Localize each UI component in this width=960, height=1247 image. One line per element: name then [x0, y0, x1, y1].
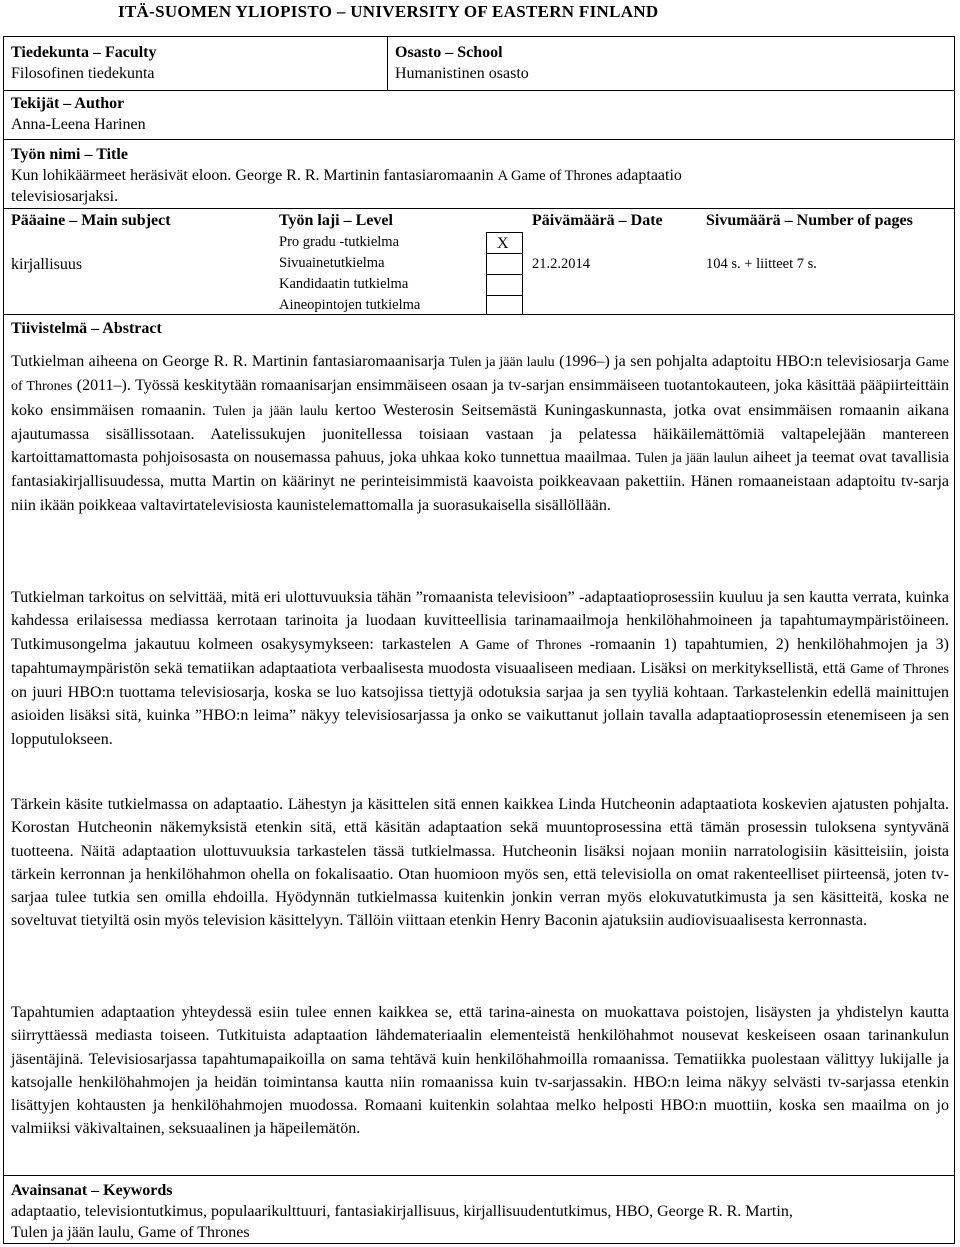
level-option-aineopinnot: Aineopintojen tutkielma [279, 297, 421, 313]
emphasized-title: A Game of Thrones [459, 637, 582, 653]
university-header: ITÄ-SUOMEN YLIOPISTO – UNIVERSITY OF EASTERN FINLAND [118, 2, 659, 21]
faculty-value: Filosofinen tiedekunta [11, 65, 155, 82]
abstract-label: Tiivistelmä – Abstract [11, 320, 162, 337]
abstract-paragraph-3: Tärkein käsite tutkielmassa on adaptaatio. Lähestyn ja käsittelen sitä ennen kaikkea Linda Hutcheonin adaptaatiota koskevien ajatusten pohjalta. Korostan Hutcheonin näkemyksistä etenkin sitä, että käsitän adaptaation sekä muuntoprosessina että tämän prosessin tuloksena syntyvänä tuotteena. Näitä adaptaation ulottuvuuksia tarkastelen tässä tutkielmassa. Hutcheonin lisäksi nojaan moniin narratologisiin käsitteisiin, joista tärkein kerronnan ja henkilöhahmon ohella on fokalisaatio. Otan huomioon myös sen, että televisiolla on omat rakenteelliset piirteensä, joten tv-sarjaa tulee tutkia sen omilla ehdoilla. Hyödynnän tutkielmassa kuitenkin jonkin verran myös elokuvatutkimusta ja sen käsitteitä, koska ne soveltuvat tietyiltä osin myös television käsittelyyn. Tällöin viittaan etenkin Henry Baconin ajatuksiin audiovisuaalisesta kerronnasta. [11, 796, 949, 930]
checkbox-mark: X [497, 235, 509, 252]
date-label: Päivämäärä – Date [532, 212, 663, 229]
abstract-paragraph-1 [11, 350, 949, 517]
title-emphasis: A Game of Thrones [497, 168, 613, 184]
divider [3, 1175, 955, 1176]
divider [3, 208, 955, 209]
title-tail: adaptaatio [616, 167, 682, 184]
emphasized-title: Tulen ja jään laulun [635, 451, 749, 467]
emphasized-title: Game of Thrones [850, 661, 949, 677]
paragraph-text: kertoo Westerosin Seitsemästä Kuningaskunnasta, jotka ovat ensimmäisen romaanin aikana ajautumassa sisällissotaan. Aatelissukujen juonitellessa toisiaan vastaan ja pelatessa häikäilemättömiä valtapelejään mantereen kartoittamattomasta pohjoisosasta on nousemassa pahuus, joka uhkaa koko tunnettua maailmaa. [11, 401, 949, 467]
paragraph-text: Tutkielman aiheena on George R. R. Martinin fantasiaromaanisarja [11, 353, 450, 370]
level-checkbox-aineopinnot [486, 295, 523, 315]
paragraph-text: -romaanin 1) tapahtumien, 2) henkilöhahmojen ja 3) tapahtumaympäristön sekä tematiikan adaptaatiota verbaalisesta muodosta visuaaliseen mediaan. Lisäksi on merkityksellistä, että [11, 635, 950, 677]
level-option-kandidaatti: Kandidaatin tutkielma [279, 276, 409, 292]
emphasized-title: Tulen ja jään laulu [213, 403, 328, 419]
author-value: Anna-Leena Harinen [11, 116, 146, 133]
pages-label: Sivumäärä – Number of pages [706, 212, 913, 229]
author-label: Tekijät – Author [11, 95, 125, 112]
abstract-paragraph-4: Tapahtumien adaptaation yhteydessä esiin tulee ennen kaikkea se, että tarina-ainesta on muokattava poistojen, lisäysten ja yhdistelyn kautta siirryttäessä mediasta toiseen. Tutkituista adaptaation lähdemateriaalin elementeistä henkilöhahmot nousevat keskeiseen osaan tarinankulun jäsentäjinä. Televisiosarjassa tapahtumapaikoilla on sama tehtävä kuin henkilöhahmoilla romaanissa. Tematiikka puolestaan välittyy lukijalle ja katsojalle henkilöhahmojen ja heidän toimintansa kautta niin romaanissa kuin tv-sarjassakin. HBO:n leima näkyy selvästi tv-sarjassa etenkin lisättyjen kohtausten ja henkilöhahmojen muodossa. Romaani kuitenkin solahtaa melko helposti HBO:n muottiin, koska sen maailma on jo valmiiksi väkivaltainen, seksuaalinen ja häpeilemätön. [11, 1004, 949, 1138]
divider [3, 90, 955, 91]
emphasized-title: Tulen ja jään laulu [449, 355, 555, 370]
pages-value: 104 s. + liitteet 7 s. [706, 256, 817, 272]
date-value: 21.2.2014 [532, 256, 590, 272]
divider [3, 314, 955, 315]
level-label: Työn laji – Level [279, 212, 393, 229]
main-subject-label: Pääaine – Main subject [11, 212, 171, 229]
school-value: Humanistinen osasto [395, 65, 529, 82]
level-checkbox-kandidaatti [486, 274, 523, 296]
title-label: Työn nimi – Title [11, 146, 128, 163]
title-line-2: televisiosarjaksi. [11, 188, 119, 205]
faculty-label: Tiedekunta – Faculty [11, 44, 157, 61]
keywords-line-1: adaptaatio, televisiontutkimus, populaarikulttuuri, fantasiakirjallisuus, kirjallisuudentutkimus, HBO, George R. R. Martin, [11, 1203, 793, 1220]
level-checkbox-pro-gradu [486, 232, 523, 254]
paragraph-text: (1996–) ja sen pohjalta adaptoitu HBO:n televisiosarja [554, 353, 916, 370]
keywords-label: Avainsanat – Keywords [11, 1182, 173, 1199]
keywords-line-2: Tulen ja jään laulu, Game of Thrones [11, 1224, 250, 1241]
abstract-paragraph-2 [11, 586, 949, 751]
paragraph-text: Tutkielman tarkoitus on selvittää, mitä eri ulottuvuuksia tähän ”romaanista televisioon” -adaptaatioprosessiin kuuluu ja sen kautta verrata, kuinka kahdessa erilaisessa mediassa kerrotaan tarinoita ja luodaan kuvitteellisia tarinamaailmoja henkilöhahmoineen ja tapahtumaympäristöineen. Tutkimusongelma jakautuu kolmeen osakysymykseen: tarkastelen [11, 589, 949, 653]
emphasized-title: Game of Thrones [11, 355, 950, 395]
title-line-1 [11, 165, 682, 187]
paragraph-text: on juuri HBO:n tuottama televisiosarja, koska se luo katsojissa tiettyjä odotuksia sarjaa ja sen tyyliä kohtaan. Tarkastelenkin edellä mainittujen asioiden lisäksi sitä, kuinka ”HBO:n leima” näkyy televisiosarjassa ja onko se vaikuttanut jollain tavalla adaptaatioprosessin etenemiseen ja sen lopputulokseen. [11, 684, 949, 748]
title-text: Kun lohikäärmeet heräsivät eloon. George R. R. Martinin fantasiaromaanin [11, 167, 494, 184]
level-checkbox-sivuaine [486, 253, 523, 275]
main-subject-value: kirjallisuus [11, 256, 83, 273]
paragraph-text: (2011–). Työssä keskitytään romaanisarjan ensimmäiseen osaan ja tv-sarjan ensimmäiseen tuotantokauteen, joka käsittää pääpiirteittäin koko ensimmäisen romaanin. [11, 377, 949, 419]
level-option-pro-gradu: Pro gradu -tutkielma [279, 234, 400, 250]
school-label: Osasto – School [395, 44, 503, 61]
divider [3, 139, 955, 140]
paragraph-text: aiheet ja teemat ovat tavallisia fantasiakirjallisuudessa, mutta Martin on käärinyt ne perinteisimmistä kaavoista poikkeavaan pakettiin. Hänen romaaneistaan adaptoitu tv-sarja niin ikään poikkeaa valtavirtatelevisiosta kaunistelemattomalla ja suorasukaisella sisällöllään. [11, 449, 950, 514]
level-option-sivuaine: Sivuainetutkielma [279, 255, 385, 271]
faculty-school-divider [387, 36, 388, 90]
